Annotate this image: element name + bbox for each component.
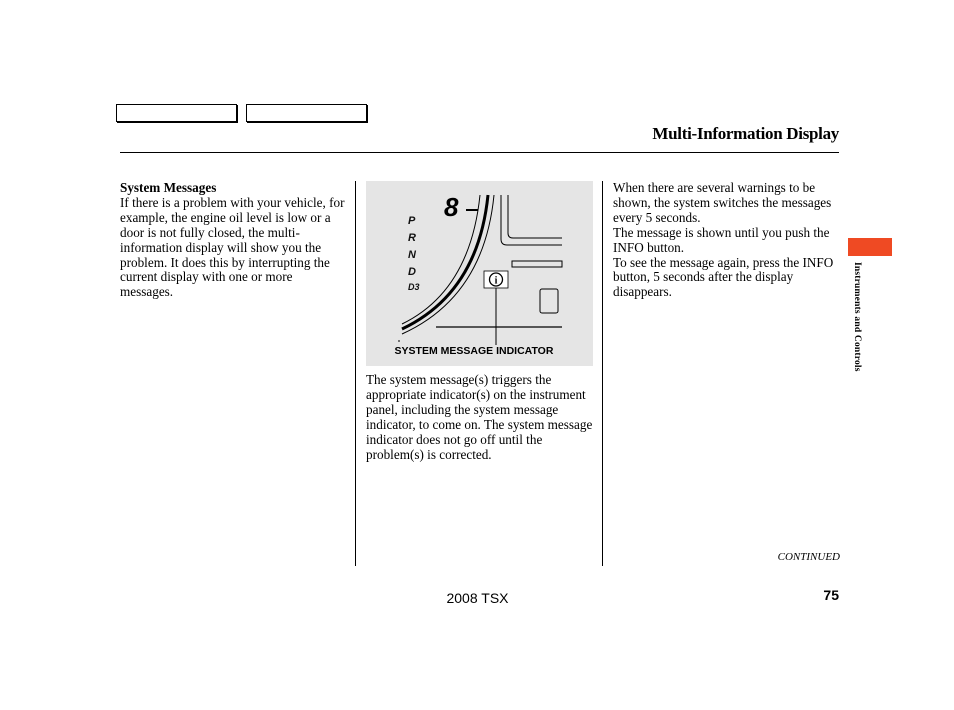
continued-label: CONTINUED [777,551,840,563]
footer-model: 2008 TSX [446,590,509,606]
figure-caption: SYSTEM MESSAGE INDICATOR [394,345,554,357]
column-divider [602,181,603,566]
gear-label: R [408,232,416,244]
section-heading: System Messages [120,180,217,195]
body-paragraph: To see the message again, press the INFO button, 5 seconds after the display disappears. [613,254,834,300]
panel-outline [508,195,562,238]
gear-label: N [408,249,416,261]
svg-text:i: i [494,275,498,287]
column-1 [120,181,348,300]
section-tab[interactable] [848,238,892,256]
column-divider [355,181,356,566]
column-3 [613,181,835,300]
instrument-panel-figure [366,181,593,366]
panel-slot [512,261,562,267]
body-paragraph: If there is a problem with your vehicle, for example, the engine oil level is low or a door is not fully closed, the multi-information display will show you the problem. It does this by interrupting the current display with one or more messages. [120,194,345,300]
title-rule [120,152,839,153]
body-paragraph: The message is shown until you push the INFO button. [613,224,830,255]
gear-label: D [408,266,416,278]
column-2 [366,373,594,462]
instrument-panel-drawing [366,181,593,366]
section-label: Instruments and Controls [852,262,862,372]
nav-next-button[interactable] [246,104,367,122]
body-paragraph: The system message(s) triggers the appropriate indicator(s) on the instrument panel, including the system message indicator, to come on. The system message indicator does not go off until the problem(s) is corrected. [366,372,593,462]
nav-previous-button[interactable] [116,104,237,122]
panel-button [540,289,558,313]
segment-digit: 8 [444,192,459,222]
gear-label: D3 [408,282,420,292]
gear-label: P [408,215,416,227]
page-title: Multi-Information Display [652,124,839,143]
body-paragraph: When there are several warnings to be shown, the system switches the messages every 5 seconds. [613,180,832,225]
page-number: 75 [823,587,839,603]
